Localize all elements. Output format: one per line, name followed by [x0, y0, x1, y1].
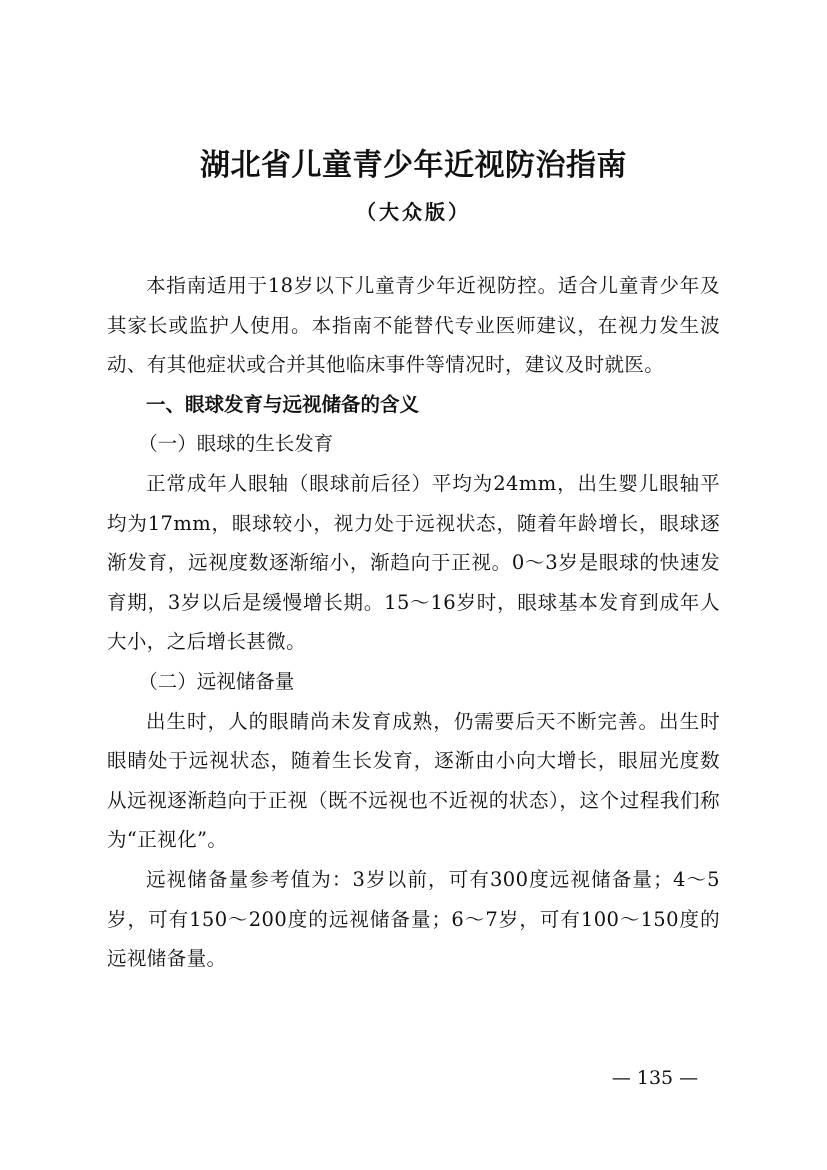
- subsection-2-paragraph-1: 出生时，人的眼睛尚未发育成熟，仍需要后天不断完善。出生时眼睛处于远视状态，随着生长发育，逐渐由小向大增长，眼屈光度数从远视逐渐趋向于正视（既不远视也不近视的状态），这个过程我们称为“正视化”。: [107, 709, 720, 852]
- subsection-heading-2: （二）远视储备量: [138, 669, 295, 693]
- document-title: 湖北省儿童青少年近视防治指南: [200, 148, 627, 183]
- intro-paragraph: 本指南适用于18岁以下儿童青少年近视防控。适合儿童青少年及其家长或监护人使用。本指南不能替代专业医师建议，在视力发生波动、有其他症状或合并其他临床事件等情况时，建议及时就医。: [107, 274, 720, 377]
- document-body: [107, 266, 720, 979]
- page-number: — 135 —: [611, 1067, 699, 1089]
- section-heading-1: 一、眼球发育与远视储备的含义: [146, 392, 420, 416]
- subsection-1-paragraph: 正常成年人眼轴（眼球前后径）平均为24mm，出生婴儿眼轴平均为17mm，眼球较小，视力处于远视状态，随着年龄增长，眼球逐渐发育，远视度数逐渐缩小，渐趋向于正视。0～3岁是眼球的快速发育期，3岁以后是缓慢增长期。15～16岁时，眼球基本发育到成年人大小，之后增长甚微。: [107, 471, 720, 654]
- subsection-2-paragraph-2: 远视储备量参考值为：3岁以前，可有300度远视储备量；4～5岁，可有150～200度的远视储备量；6～7岁，可有100～150度的远视储备量。: [107, 867, 720, 971]
- document-subtitle: （大众版）: [356, 200, 471, 224]
- subsection-heading-1: （一）眼球的生长发育: [138, 432, 334, 456]
